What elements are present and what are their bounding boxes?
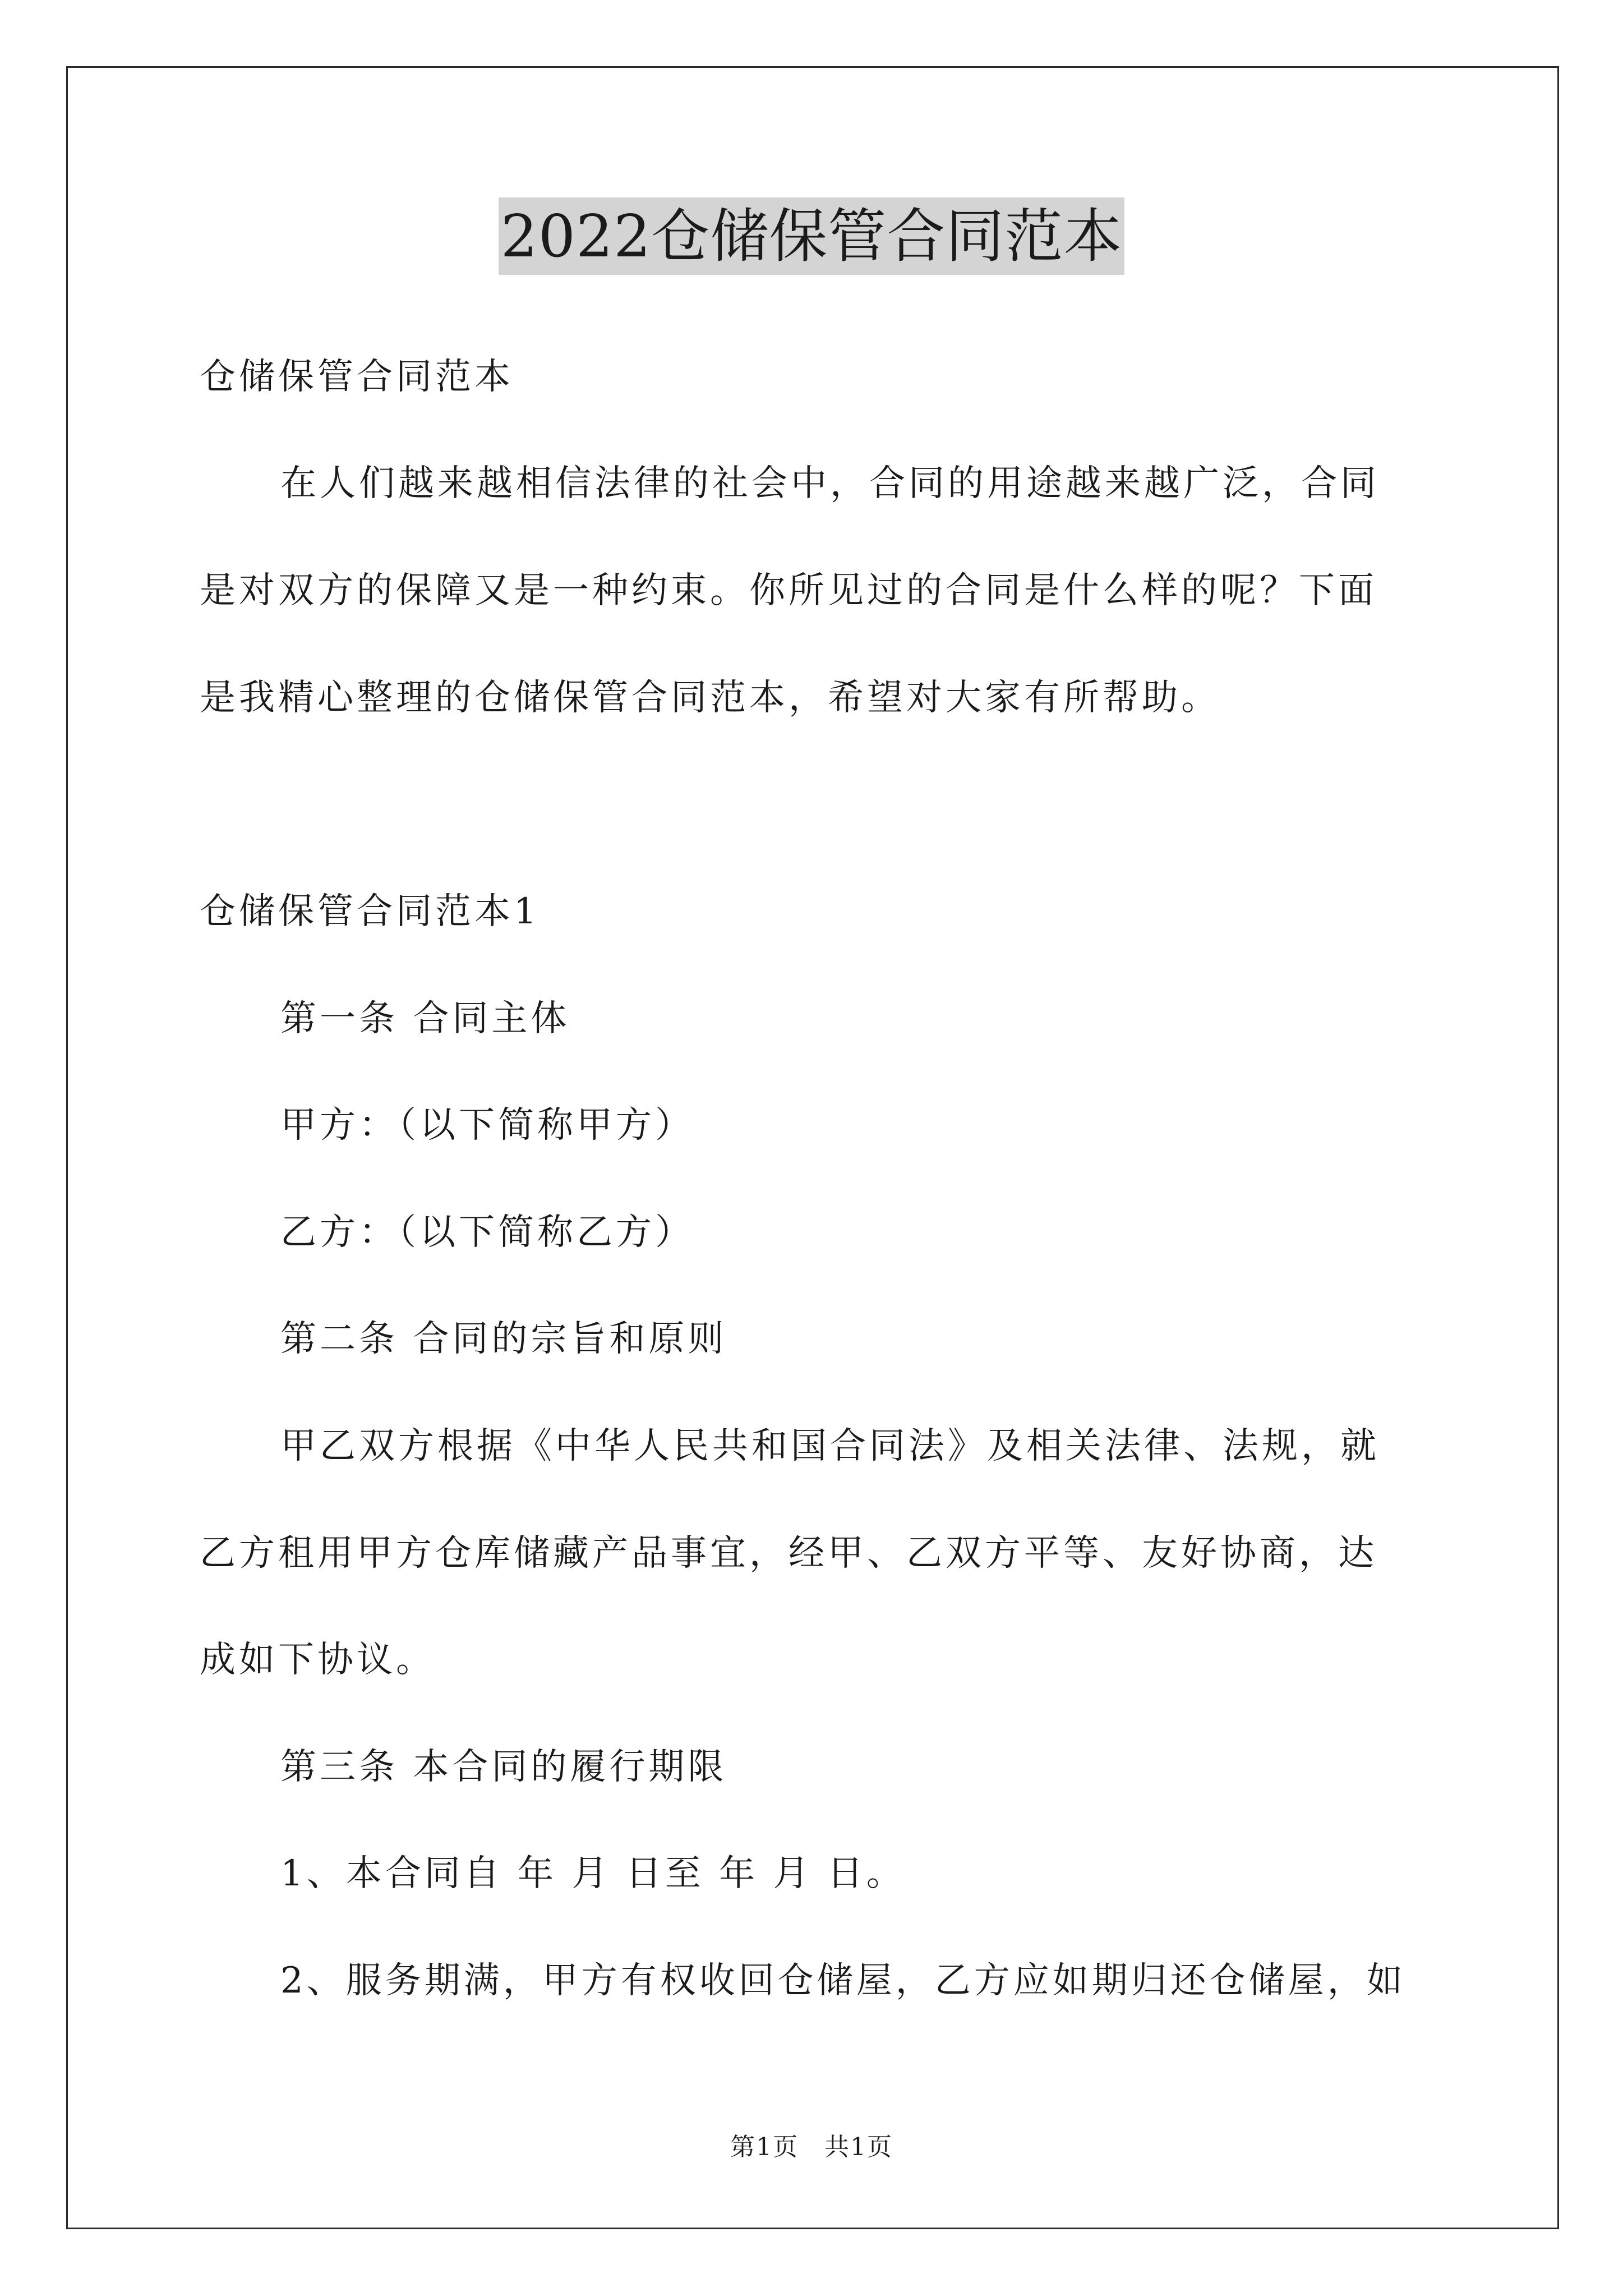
title-container [0,197,1623,275]
intro-line-3: 是我精心整理的仓储保管合同范本，希望对大家有所帮助。 [200,677,1220,719]
intro-line-1: 在人们越来越相信法律的社会中，合同的用途越来越广泛，合同 [280,463,1380,504]
article-3-heading: 第三条 本合同的履行期限 [280,1746,727,1788]
article-2-line-1: 甲乙双方根据《中华人民共和国合同法》及相关法律、法规，就 [280,1425,1380,1467]
section-heading: 仓储保管合同范本1 [200,891,540,932]
article-1-heading: 第一条 合同主体 [280,998,570,1039]
party-b-line: 乙方：（以下简称乙方） [280,1212,694,1253]
page-footer: 第1页 共1页 [730,2133,893,2161]
article-3-item-1: 1、本合同自 年 月 日至 年 月 日。 [280,1853,906,1894]
article-2-line-2: 乙方租用甲方仓库储藏产品事宜，经甲、乙双方平等、友好协商，达 [200,1533,1377,1574]
subtitle: 仓储保管合同范本 [200,356,514,398]
article-3-item-2: 2、服务期满，甲方有权收回仓储屋，乙方应如期归还仓储屋，如 [280,1960,1406,2001]
article-2-heading: 第二条 合同的宗旨和原则 [280,1318,727,1360]
article-2-line-3: 成如下协议。 [200,1639,435,1681]
party-a-line: 甲方：（以下简称甲方） [280,1105,694,1146]
intro-line-2: 是对双方的保障又是一种约束。你所见过的合同是什么样的呢？下面 [200,570,1377,611]
document-title: 2022仓储保管合同范本 [499,197,1125,275]
